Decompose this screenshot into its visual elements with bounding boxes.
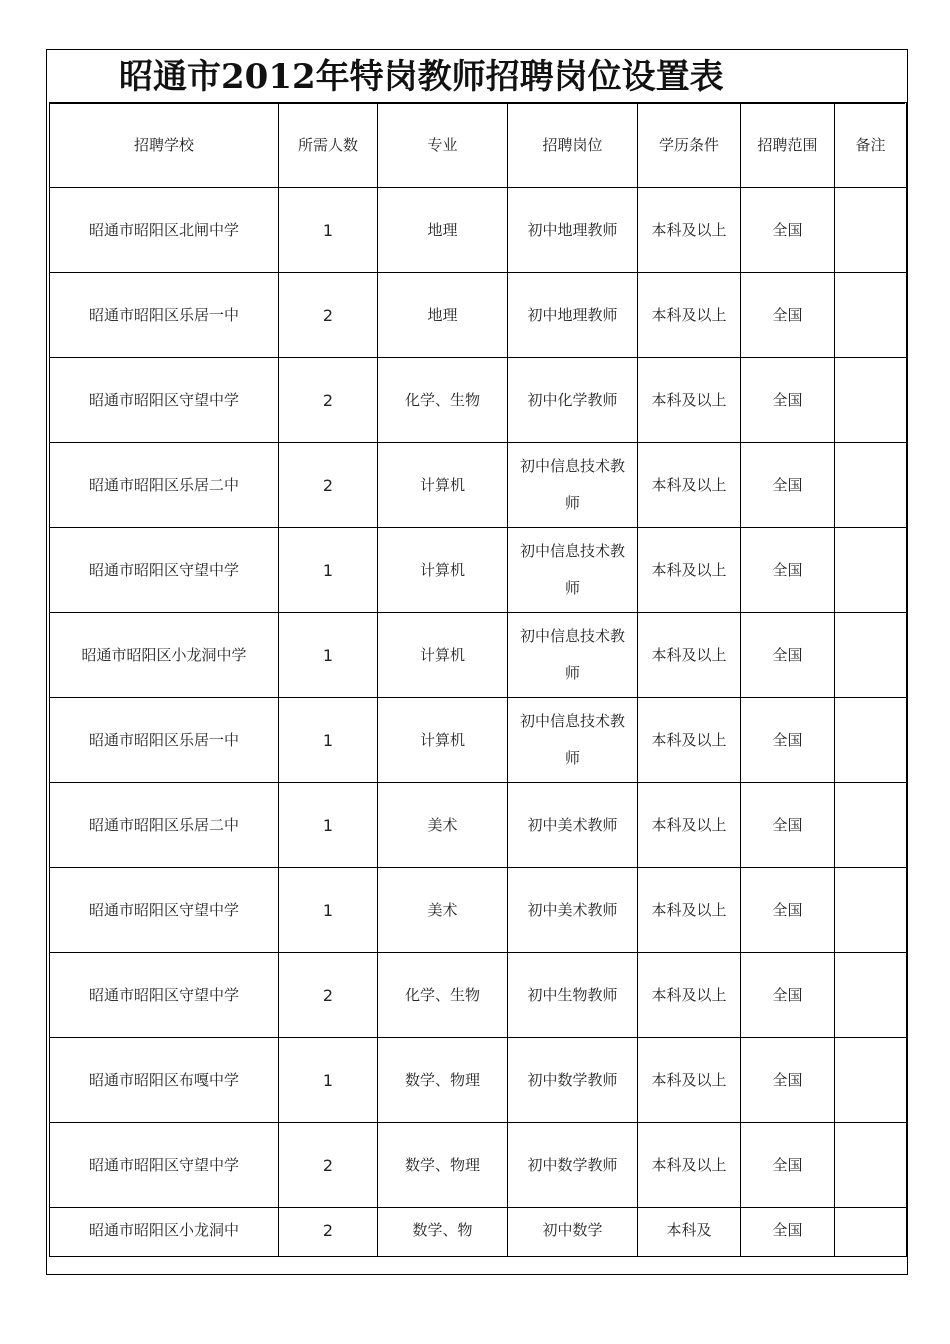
cell-major: 美术 — [378, 783, 508, 868]
cell-major: 美术 — [378, 868, 508, 953]
cell-major: 计算机 — [378, 528, 508, 613]
cell-major: 地理 — [378, 188, 508, 273]
cell-scope: 全国 — [741, 528, 835, 613]
cell-position: 初中信息技术教师 — [508, 528, 638, 613]
table-body — [50, 188, 907, 1257]
cell-count: 1 — [279, 783, 378, 868]
cell-position: 初中数学 — [508, 1208, 638, 1257]
cell-school: 昭通市昭阳区乐居一中 — [50, 698, 279, 783]
header-position: 招聘岗位 — [508, 103, 638, 188]
cell-count: 1 — [279, 188, 378, 273]
cell-education: 本科及以上 — [638, 358, 741, 443]
cell-education: 本科及以上 — [638, 868, 741, 953]
table-row — [50, 528, 907, 613]
cell-major: 数学、物理 — [378, 1038, 508, 1123]
cell-school: 昭通市昭阳区守望中学 — [50, 868, 279, 953]
cell-count: 2 — [279, 358, 378, 443]
cell-school: 昭通市昭阳区守望中学 — [50, 1123, 279, 1208]
cell-education: 本科及以上 — [638, 698, 741, 783]
cell-position: 初中信息技术教师 — [508, 698, 638, 783]
cell-count: 1 — [279, 868, 378, 953]
cell-major: 地理 — [378, 273, 508, 358]
cell-note — [835, 443, 907, 528]
cell-scope: 全国 — [741, 783, 835, 868]
cell-note — [835, 613, 907, 698]
cell-major: 计算机 — [378, 698, 508, 783]
cell-note — [835, 188, 907, 273]
cell-education: 本科及以上 — [638, 1038, 741, 1123]
cell-scope: 全国 — [741, 613, 835, 698]
cell-count: 1 — [279, 698, 378, 783]
cell-major: 计算机 — [378, 443, 508, 528]
cell-school: 昭通市昭阳区乐居二中 — [50, 443, 279, 528]
cell-school: 昭通市昭阳区守望中学 — [50, 528, 279, 613]
cell-note — [835, 698, 907, 783]
cell-education: 本科及以上 — [638, 273, 741, 358]
cell-count: 1 — [279, 528, 378, 613]
cell-position: 初中化学教师 — [508, 358, 638, 443]
cell-count: 2 — [279, 953, 378, 1038]
cell-position: 初中信息技术教师 — [508, 443, 638, 528]
table-row — [50, 1038, 907, 1123]
cell-scope: 全国 — [741, 1123, 835, 1208]
document-frame — [46, 49, 908, 1275]
cell-note — [835, 783, 907, 868]
cell-count: 1 — [279, 613, 378, 698]
table-row — [50, 443, 907, 528]
cell-scope: 全国 — [741, 1038, 835, 1123]
cell-note — [835, 273, 907, 358]
recruitment-table — [49, 102, 907, 1257]
table-row — [50, 698, 907, 783]
cell-education: 本科及 — [638, 1208, 741, 1257]
table-header-row — [50, 103, 907, 188]
cell-note — [835, 528, 907, 613]
table-row — [50, 783, 907, 868]
cell-school: 昭通市昭阳区乐居二中 — [50, 783, 279, 868]
header-count: 所需人数 — [279, 103, 378, 188]
cell-position: 初中数学教师 — [508, 1038, 638, 1123]
cell-count: 2 — [279, 1123, 378, 1208]
table-row — [50, 1208, 907, 1257]
cell-education: 本科及以上 — [638, 613, 741, 698]
cell-position: 初中美术教师 — [508, 783, 638, 868]
cell-position: 初中地理教师 — [508, 188, 638, 273]
cell-position: 初中生物教师 — [508, 953, 638, 1038]
cell-education: 本科及以上 — [638, 1123, 741, 1208]
cell-scope: 全国 — [741, 868, 835, 953]
cell-scope: 全国 — [741, 698, 835, 783]
cell-count: 2 — [279, 273, 378, 358]
cell-position: 初中数学教师 — [508, 1123, 638, 1208]
cell-school: 昭通市昭阳区守望中学 — [50, 358, 279, 443]
cell-note — [835, 358, 907, 443]
cell-position: 初中美术教师 — [508, 868, 638, 953]
table-row — [50, 188, 907, 273]
cell-note — [835, 953, 907, 1038]
cell-note — [835, 1123, 907, 1208]
cell-note — [835, 868, 907, 953]
table-row — [50, 358, 907, 443]
cell-scope: 全国 — [741, 273, 835, 358]
table-row — [50, 613, 907, 698]
table-row — [50, 1123, 907, 1208]
page-title: 昭通市2012年特岗教师招聘岗位设置表 — [119, 57, 724, 97]
cell-major: 数学、物 — [378, 1208, 508, 1257]
cell-count: 2 — [279, 443, 378, 528]
cell-major: 化学、生物 — [378, 953, 508, 1038]
cell-position: 初中地理教师 — [508, 273, 638, 358]
header-scope: 招聘范围 — [741, 103, 835, 188]
cell-note — [835, 1038, 907, 1123]
cell-scope: 全国 — [741, 188, 835, 273]
cell-count: 1 — [279, 1038, 378, 1123]
cell-position: 初中信息技术教师 — [508, 613, 638, 698]
cell-school: 昭通市昭阳区小龙洞中学 — [50, 613, 279, 698]
table-row — [50, 273, 907, 358]
cell-school: 昭通市昭阳区北闸中学 — [50, 188, 279, 273]
table-row — [50, 868, 907, 953]
cell-education: 本科及以上 — [638, 188, 741, 273]
cell-school: 昭通市昭阳区布嘎中学 — [50, 1038, 279, 1123]
cell-education: 本科及以上 — [638, 783, 741, 868]
header-major: 专业 — [378, 103, 508, 188]
cell-major: 计算机 — [378, 613, 508, 698]
header-education: 学历条件 — [638, 103, 741, 188]
cell-education: 本科及以上 — [638, 443, 741, 528]
cell-education: 本科及以上 — [638, 528, 741, 613]
cell-major: 数学、物理 — [378, 1123, 508, 1208]
cell-scope: 全国 — [741, 953, 835, 1038]
cell-count: 2 — [279, 1208, 378, 1257]
cell-education: 本科及以上 — [638, 953, 741, 1038]
cell-school: 昭通市昭阳区小龙洞中 — [50, 1208, 279, 1257]
cell-school: 昭通市昭阳区守望中学 — [50, 953, 279, 1038]
cell-school: 昭通市昭阳区乐居一中 — [50, 273, 279, 358]
cell-scope: 全国 — [741, 1208, 835, 1257]
header-note: 备注 — [835, 103, 907, 188]
cell-scope: 全国 — [741, 443, 835, 528]
table-row — [50, 953, 907, 1038]
cell-scope: 全国 — [741, 358, 835, 443]
cell-major: 化学、生物 — [378, 358, 508, 443]
header-school: 招聘学校 — [50, 103, 279, 188]
cell-note — [835, 1208, 907, 1257]
